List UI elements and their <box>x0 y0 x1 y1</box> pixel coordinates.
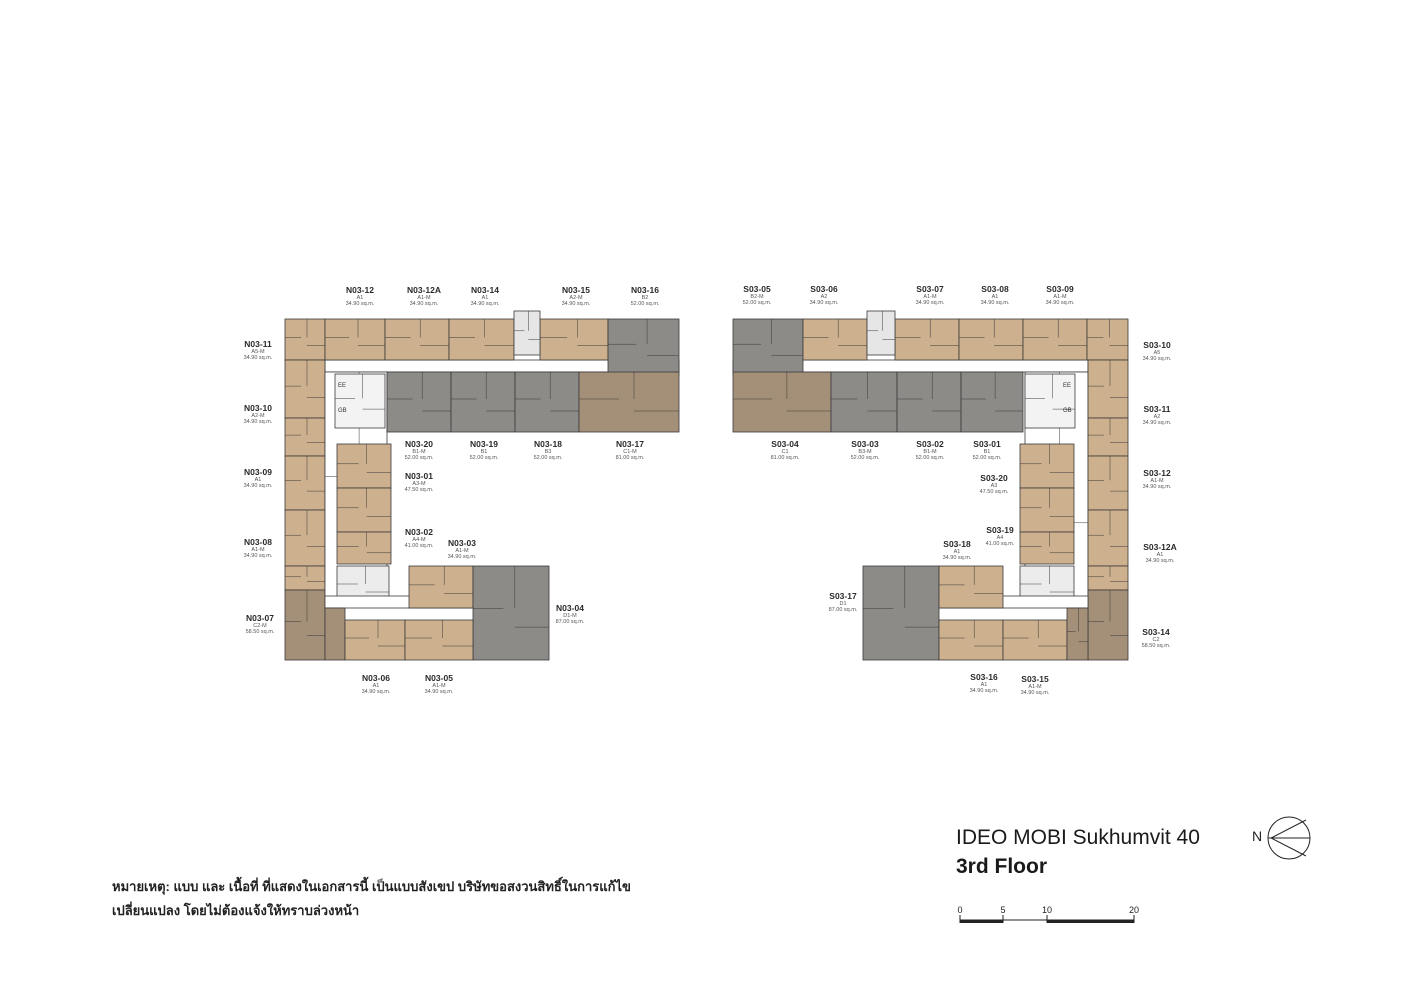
unit-label: N03-14 A1 34.90 sq.m. <box>470 285 500 307</box>
unit-label: N03-11 A5-M 34.90 sq.m. <box>243 339 273 361</box>
unit-label: S03-17 D1 87.00 sq.m. <box>828 591 858 613</box>
unit-label: N03-08 A1-M 34.90 sq.m. <box>243 537 273 559</box>
note-line-1: หมายเหตุ: แบบ และ เนื้อที่ ที่แสดงในเอกสารนี้ เป็นแบบสังเขป บริษัทขอสงวนสิทธิ์ในการแก้ไข <box>112 879 631 894</box>
unit-block <box>449 319 514 360</box>
unit-block <box>325 608 345 660</box>
unit-block <box>959 319 1023 360</box>
unit-block <box>387 372 451 432</box>
unit-label: N03-05 A1-M 34.90 sq.m. <box>424 673 454 695</box>
unit-block <box>285 510 325 566</box>
unit-label: S03-07 A1-M 34.90 sq.m. <box>915 284 945 306</box>
unit-label: S03-04 C1 81.00 sq.m. <box>770 439 800 461</box>
unit-label: N03-12A A1-M 34.90 sq.m. <box>406 285 442 307</box>
unit-label: S03-20 A3 47.50 sq.m. <box>979 473 1009 495</box>
unit-block <box>285 456 325 510</box>
unit-block <box>803 319 867 360</box>
title-block <box>956 826 1200 879</box>
scale-tick-label: 5 <box>1000 905 1006 915</box>
unit-label: N03-01 A3-M 47.50 sq.m. <box>404 471 434 493</box>
unit-label: S03-16 A1 34.90 sq.m. <box>969 672 999 694</box>
unit-label: N03-02 A4-M 41.00 sq.m. <box>404 527 434 549</box>
unit-block <box>897 372 961 432</box>
unit-label: N03-07 C2-M 58.50 sq.m. <box>245 613 275 635</box>
unit-block <box>385 319 449 360</box>
north-building-wing <box>285 311 679 660</box>
unit-label: N03-16 B2 52.00 sq.m. <box>630 285 660 307</box>
unit-block <box>608 319 679 375</box>
unit-block <box>1088 418 1128 456</box>
unit-label: N03-20 B1-M 52.00 sq.m. <box>404 439 434 461</box>
unit-block <box>540 319 608 360</box>
scale-bar <box>960 915 1134 923</box>
unit-block <box>285 418 325 456</box>
unit-label: S03-09 A1-M 34.90 sq.m. <box>1045 284 1075 306</box>
note-line-2: เปลี่ยนแปลง โดยไม่ต้องแจ้งให้ทราบล่วงหน้า <box>112 903 360 918</box>
unit-block <box>939 566 1003 608</box>
unit-label: S03-08 A1 34.90 sq.m. <box>980 284 1010 306</box>
unit-block <box>1088 590 1128 660</box>
unit-block <box>1023 319 1087 360</box>
ee-label-north: EE <box>338 383 347 389</box>
unit-block <box>405 620 473 660</box>
north-label: N <box>1252 828 1263 844</box>
project-name: IDEO MOBI Sukhumvit 40 <box>956 826 1200 849</box>
unit-block <box>337 444 391 488</box>
unit-block <box>1087 319 1128 360</box>
unit-block <box>325 319 385 360</box>
unit-block <box>1088 360 1128 418</box>
scale-tick-label: 20 <box>1128 905 1140 915</box>
unit-label: S03-05 B2-M 52.00 sq.m. <box>742 284 772 306</box>
unit-block <box>337 488 391 532</box>
unit-block <box>863 566 939 660</box>
unit-label: S03-01 B1 52.00 sq.m. <box>972 439 1002 461</box>
unit-block <box>895 319 959 360</box>
stair <box>867 311 895 355</box>
unit-label: S03-14 C2 58.50 sq.m. <box>1141 627 1171 649</box>
unit-label: S03-02 B1-M 52.00 sq.m. <box>915 439 945 461</box>
unit-label: N03-09 A1 34.90 sq.m. <box>243 467 273 489</box>
unit-block <box>733 372 831 432</box>
unit-block <box>1003 620 1067 660</box>
unit-block <box>939 620 1003 660</box>
unit-block <box>733 319 803 375</box>
unit-block <box>285 319 325 360</box>
unit-block <box>1020 488 1074 532</box>
unit-label: N03-19 B1 52.00 sq.m. <box>469 439 499 461</box>
scale-tick-label: 0 <box>957 905 963 915</box>
unit-block <box>285 566 325 590</box>
unit-block <box>961 372 1023 432</box>
south-building-wing <box>733 311 1128 660</box>
unit-block <box>345 620 405 660</box>
gb-label-north: GB <box>338 408 347 414</box>
unit-label: S03-10 A5 34.90 sq.m. <box>1142 340 1172 362</box>
ee-label-south: EE <box>1063 383 1072 389</box>
scale-tick-label: 10 <box>1041 905 1053 915</box>
unit-block <box>409 566 473 608</box>
north-arrow <box>1268 817 1310 859</box>
floor-title: 3rd Floor <box>956 855 1048 878</box>
unit-label: S03-06 A2 34.90 sq.m. <box>809 284 839 306</box>
unit-block <box>1088 456 1128 510</box>
unit-block <box>285 590 325 660</box>
unit-label: S03-12A A1 34.90 sq.m. <box>1143 542 1177 564</box>
unit-block <box>337 532 391 564</box>
disclaimer-note <box>112 875 631 923</box>
unit-label: N03-06 A1 34.90 sq.m. <box>361 673 391 695</box>
unit-label: S03-11 A2 34.90 sq.m. <box>1142 404 1172 426</box>
unit-label: N03-10 A2-M 34.90 sq.m. <box>243 403 273 425</box>
unit-label: S03-19 A4 41.00 sq.m. <box>985 525 1015 547</box>
unit-label: N03-18 B3 52.00 sq.m. <box>533 439 563 461</box>
unit-label: S03-12 A1-M 34.90 sq.m. <box>1142 468 1172 490</box>
unit-label: N03-12 A1 34.90 sq.m. <box>345 285 375 307</box>
unit-label: N03-03 A1-M 34.90 sq.m. <box>447 538 477 560</box>
unit-label: S03-18 A1 34.90 sq.m. <box>942 539 972 561</box>
unit-block <box>473 566 549 660</box>
unit-label: N03-15 A2-M 34.90 sq.m. <box>561 285 591 307</box>
gb-label-south: GB <box>1063 408 1072 414</box>
unit-label: S03-15 A1-M 34.90 sq.m. <box>1020 674 1050 696</box>
unit-block <box>1020 444 1074 488</box>
unit-block <box>1088 510 1128 566</box>
unit-block <box>451 372 515 432</box>
unit-block <box>1020 532 1074 564</box>
unit-label: N03-17 C1-M 81.00 sq.m. <box>615 439 645 461</box>
unit-label: N03-04 D1-M 87.00 sq.m. <box>555 603 585 625</box>
unit-block <box>285 360 325 418</box>
unit-block <box>1088 566 1128 590</box>
stair <box>514 311 540 355</box>
unit-block <box>1067 608 1088 660</box>
unit-block <box>831 372 897 432</box>
unit-label: S03-03 B3-M 52.00 sq.m. <box>850 439 880 461</box>
unit-block <box>579 372 679 432</box>
unit-block <box>515 372 579 432</box>
